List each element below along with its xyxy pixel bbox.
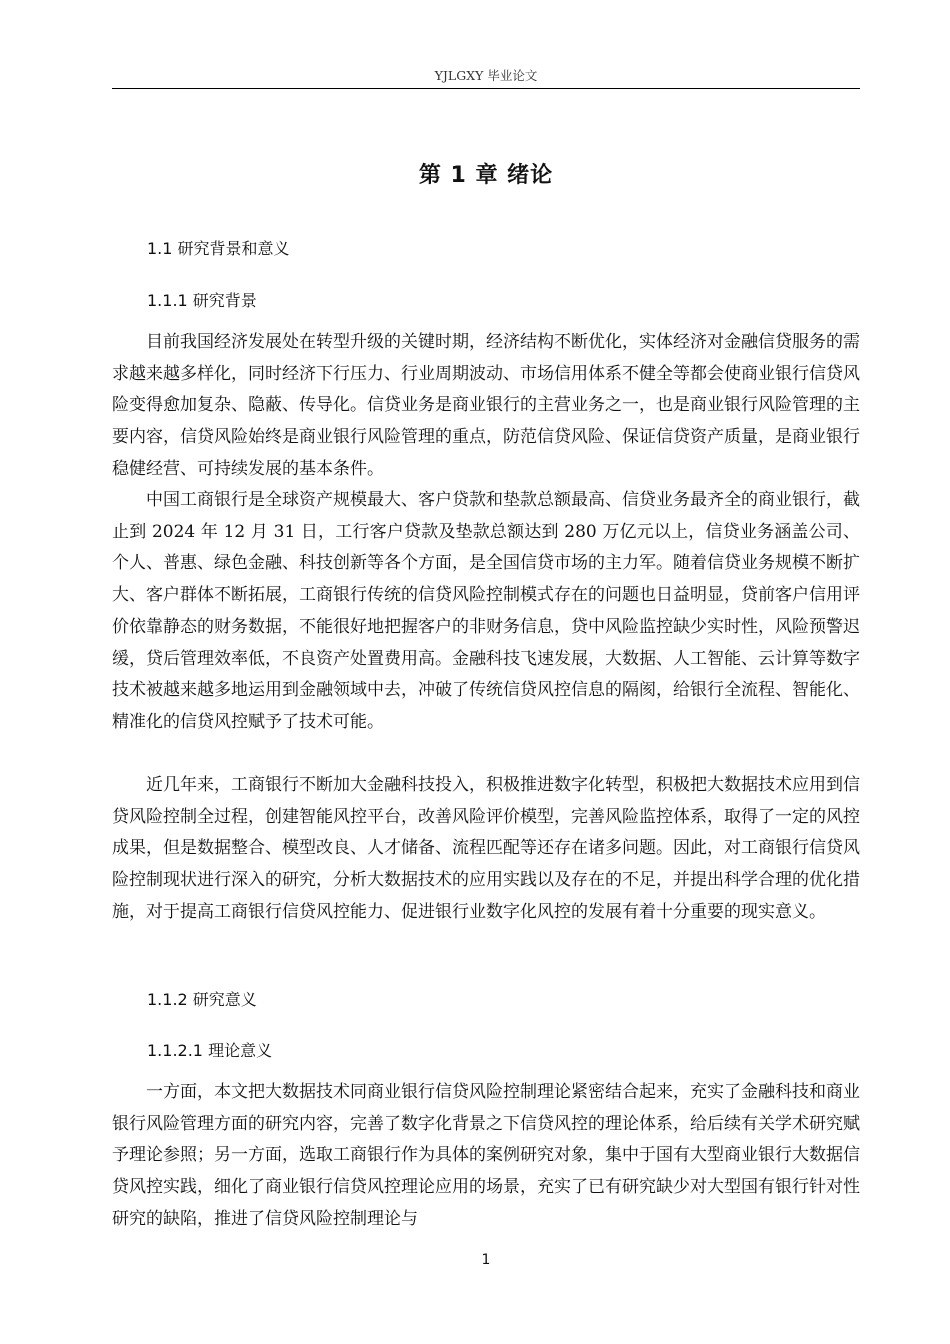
chapter-title: 第 1 章 绪论 bbox=[418, 163, 554, 188]
running-header: YJLGXY 毕业论文 bbox=[434, 68, 538, 83]
section-heading-1-1: 1.1 研究背景和意义 bbox=[147, 239, 290, 258]
paragraph-theory-significance: 一方面，本文把大数据技术同商业银行信贷风险控制理论紧密结合起来，充实了金融科技和商业银行风险管理方面的研究内容，完善了数字化背景之下信贷风控的理论体系，给后续有关学术研究赋予理论参照；另一方面，选取工商银行作为具体的案例研究对象，集中于国有大型商业银行大数据信贷风控实践，细化了商业银行信贷风控理论应用的场景，充实了已有研究缺少对大型国有银行针对性研究的缺陷，推进了信贷风险控制理论与 bbox=[112, 1082, 860, 1229]
header-rule bbox=[112, 88, 860, 89]
section-heading-1-1-1: 1.1.1 研究背景 bbox=[147, 291, 257, 310]
section-heading-1-1-2-1: 1.1.2.1 理论意义 bbox=[147, 1041, 273, 1060]
page-number: 1 bbox=[481, 1252, 491, 1268]
paragraph-background-3: 近几年来，工商银行不断加大金融科技投入，积极推进数字化转型，积极把大数据技术应用到信贷风险控制全过程，创建智能风控平台，改善风险评价模型，完善风险监控体系，取得了一定的风控成果，但是数据整合、模型改良、人才储备、流程匹配等还存在诸多问题。因此，对工商银行信贷风险控制现状进行深入的研究，分析大数据技术的应用实践以及存在的不足，并提出科学合理的优化措施，对于提高工商银行信贷风控能力、促进银行业数字化风控的发展有着十分重要的现实意义。 bbox=[112, 775, 860, 922]
paragraph-background-1: 目前我国经济发展处在转型升级的关键时期，经济结构不断优化，实体经济对金融信贷服务的需求越来越多样化，同时经济下行压力、行业周期波动、市场信用体系不健全等都会使商业银行信贷风险变得愈加复杂、隐蔽、传导化。信贷业务是商业银行的主营业务之一，也是商业银行风险管理的主要内容，信贷风险始终是商业银行风险管理的重点，防范信贷风险、保证信贷资产质量，是商业银行稳健经营、可持续发展的基本条件。 bbox=[112, 332, 860, 479]
section-heading-1-1-2: 1.1.2 研究意义 bbox=[147, 990, 257, 1009]
paragraph-background-2: 中国工商银行是全球资产规模最大、客户贷款和垫款总额最高、信贷业务最齐全的商业银行，截止到 2024 年 12 月 31 日，工行客户贷款及垫款总额达到 280 万亿元以上，信贷业务涵盖公司、个人、普惠、绿色金融、科技创新等各个方面，是全国信贷市场的主力军。随着信贷业务规模不断扩大、客户群体不断拓展，工商银行传统的信贷风险控制模式存在的问题也日益明显，贷前客户信用评价依靠静态的财务数据，不能很好地把握客户的非财务信息，贷中风险监控缺少实时性，风险预警迟缓，贷后管理效率低，不良资产处置费用高。金融科技飞速发展，大数据、人工智能、云计算等数字技术被越来越多地运用到金融领域中去，冲破了传统信贷风控信息的隔阂，给银行全流程、智能化、精准化的信贷风控赋予了技术可能。 bbox=[112, 490, 860, 732]
